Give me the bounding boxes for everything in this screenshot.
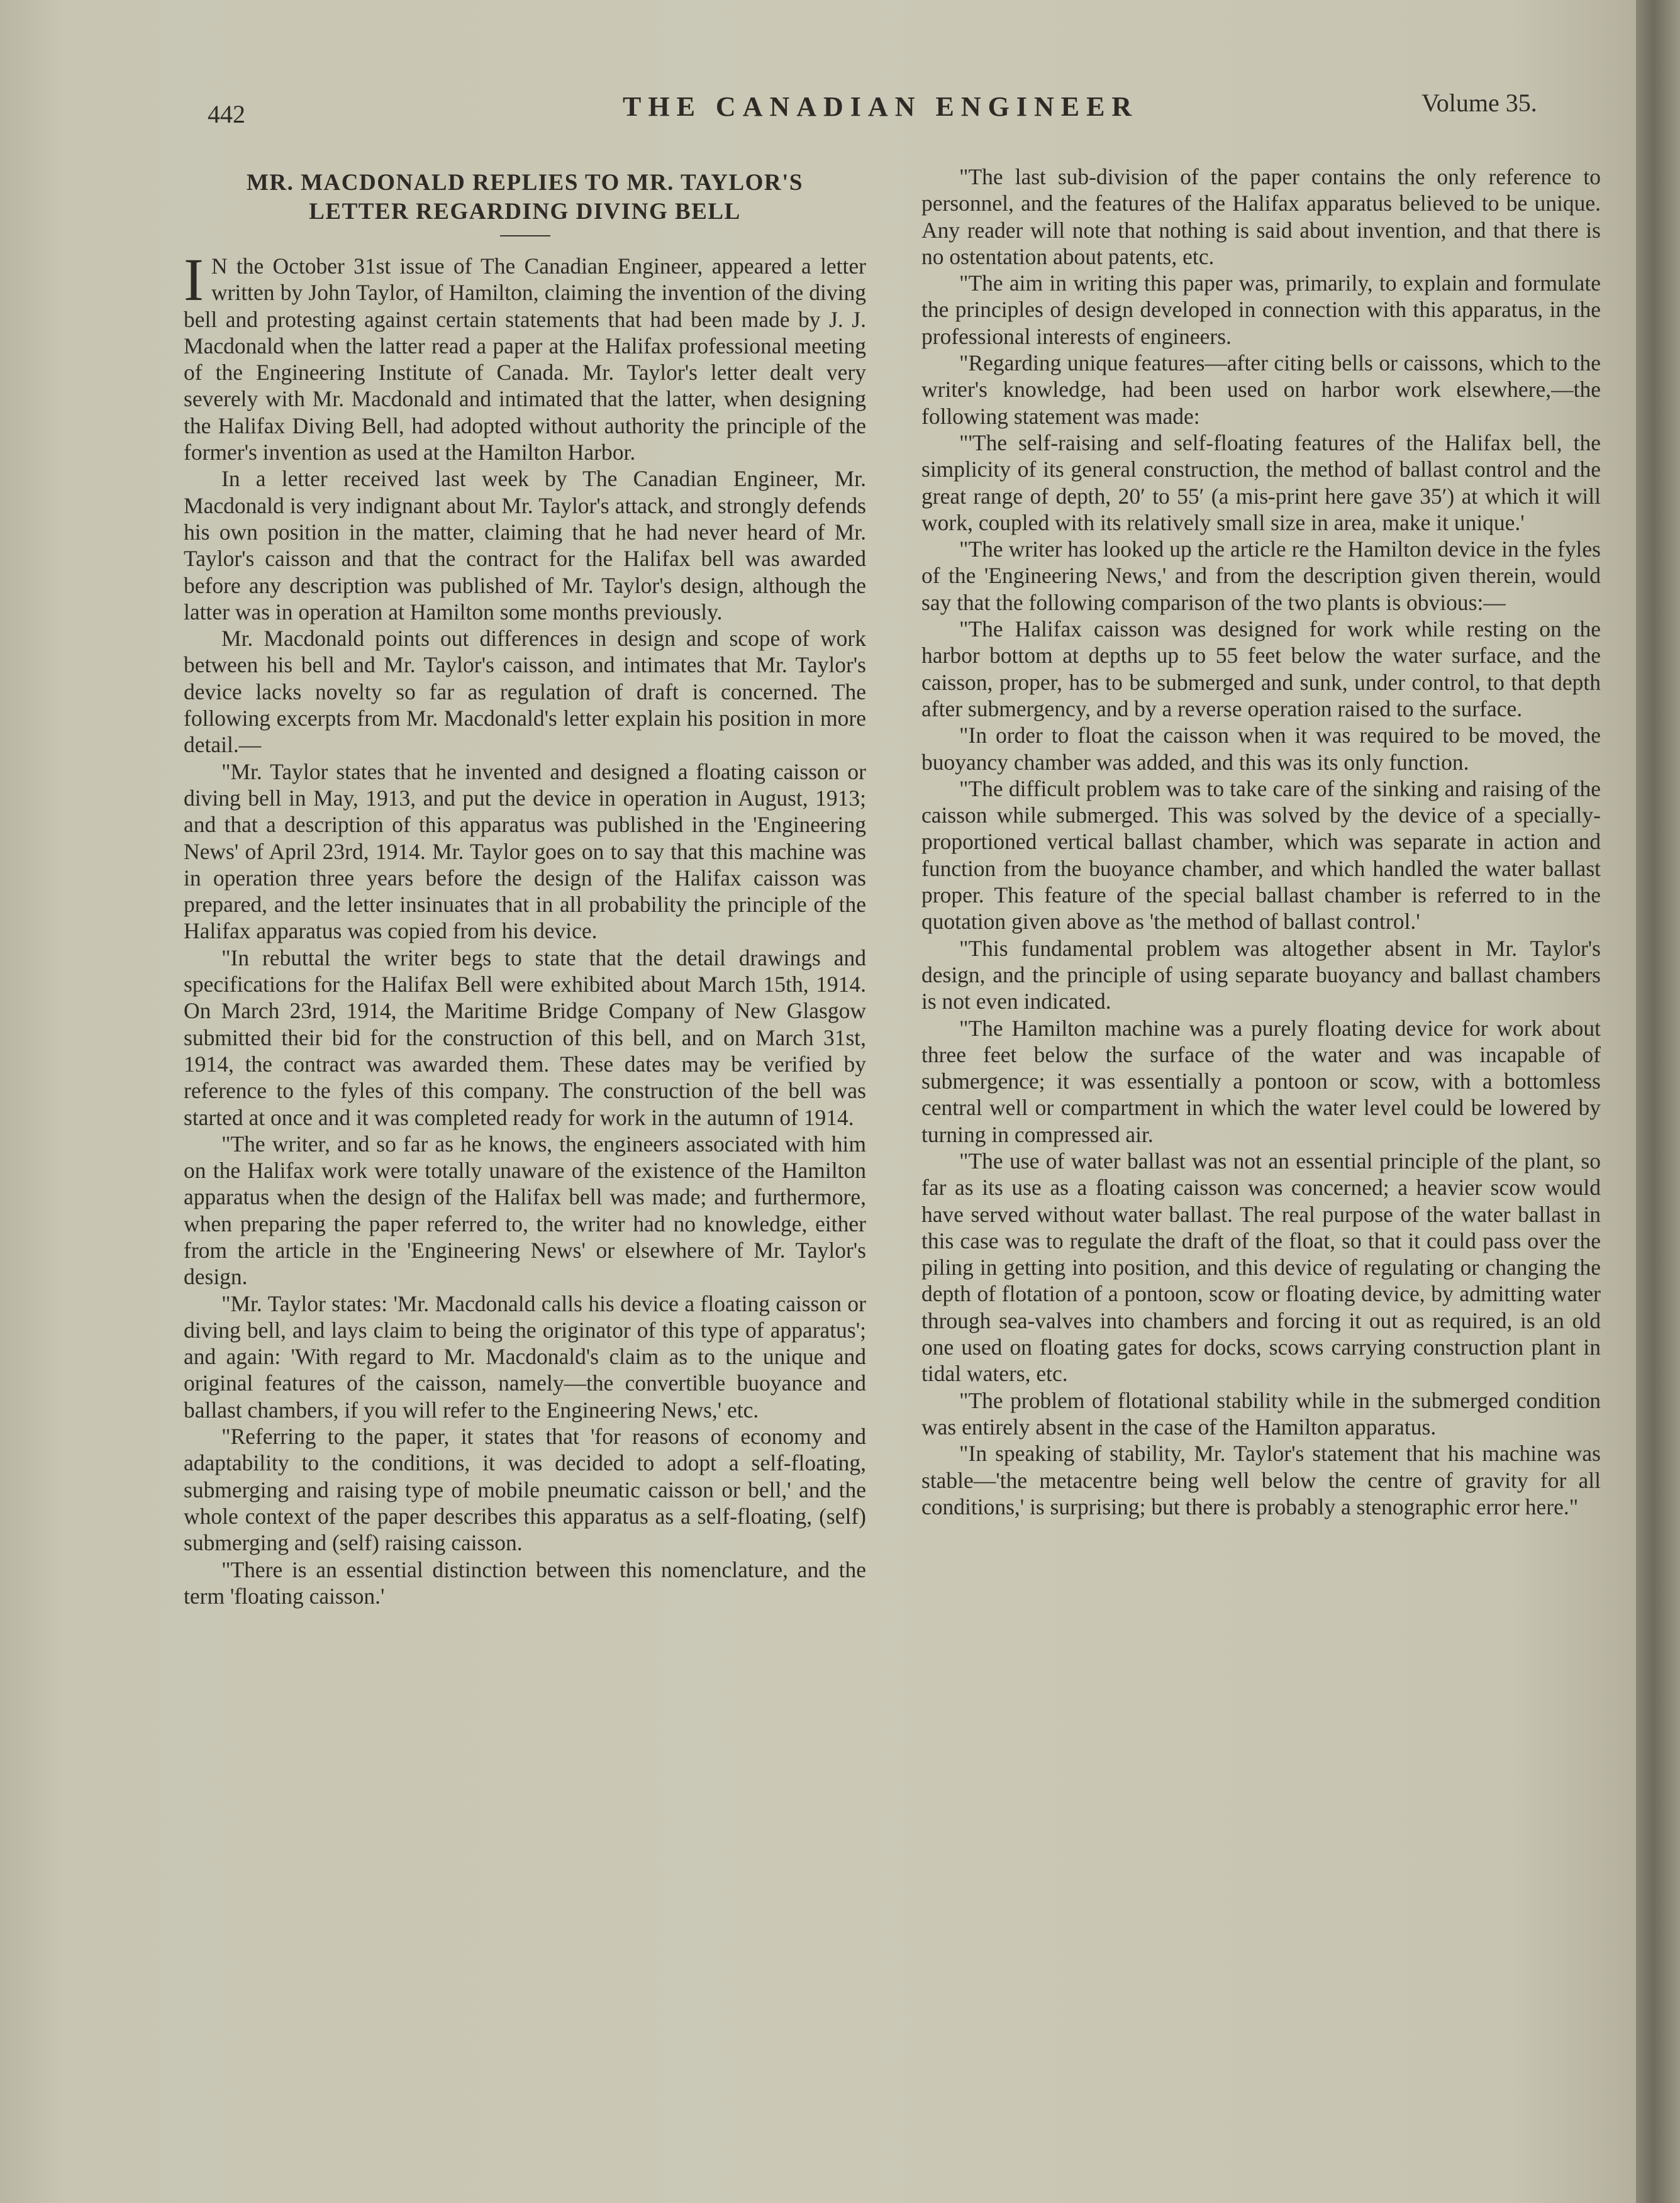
running-head bbox=[0, 88, 1642, 126]
paragraph: "The use of water ballast was not an essential principle of the plant, so far as its use as a floating caisson was concerned; a heavier scow would have served without water ballast. The real purpose of the water ballast in this case was to regulate the draft of the float, so that it could pass over the piling in getting into position, and this device of regulating or changing the depth of flotation of a pontoon, scow or floating device, by admitting water through sea-valves into chambers and forcing it out as required, is an old one used on floating gates for docks, scows carrying construction plant in tidal waters, etc. bbox=[921, 1148, 1601, 1387]
paragraph-text: N the October 31st issue of The Canadian Engineer, appeared a letter written by John Taylor, of Hamilton, claiming the invention of the diving bell and protesting against certain statements that had been made by J. J. Macdonald when the latter read a paper at the Halifax professional meeting of the Engineering Institute of Canada. Mr. Taylor's letter dealt very severely with Mr. Macdonald and intimated that the latter, when designing the Halifax Diving Bell, had adopted without authority the principle of the former's invention as used at the Hamilton Harbor. bbox=[184, 253, 866, 465]
binding-edge bbox=[1636, 0, 1680, 2203]
page-number: 442 bbox=[208, 100, 245, 128]
paragraph: "The Hamilton machine was a purely floating device for work about three feet below the surface of the water and was incapable of submergence; it was essentially a pontoon or scow, with a bottomless central well or compartment in which the water level could be lowered by turning in compressed air. bbox=[921, 1015, 1601, 1147]
paragraph bbox=[184, 246, 866, 465]
paragraph: "The writer has looked up the article re the Hamilton device in the fyles of the 'Engineering News,' and from the description given therein, would say that the following comparison of the two plants is obvious:— bbox=[921, 536, 1601, 615]
paragraph: "This fundamental problem was altogether absent in Mr. Taylor's design, and the principle of using separate buoyancy and ballast chambers is not even indicated. bbox=[921, 935, 1601, 1014]
paragraph: "The aim in writing this paper was, primarily, to explain and formulate the principles of design developed in connection with this apparatus, in the professional interests of engineers. bbox=[921, 270, 1601, 349]
volume-label: Volume 35. bbox=[1421, 89, 1537, 117]
paragraph: "The last sub-division of the paper contains the only reference to personnel, and the features of the Halifax apparatus believed to be unique. Any reader will note that nothing is said about invention, and that there is no ostentation about patents, etc. bbox=[921, 164, 1601, 269]
paragraph: "The Halifax caisson was designed for work while resting on the harbor bottom at depths up to 55 feet below the water surface, and the caisson, proper, has to be submerged and sunk, under control, to that depth after submergency, and by a reverse operation raised to the surface. bbox=[921, 616, 1601, 721]
drop-cap: I bbox=[184, 246, 204, 313]
right-column bbox=[921, 164, 1601, 1520]
paragraph: "'The self-raising and self-floating features of the Halifax bell, the simplicity of its general construction, the method of ballast control and the great range of depth, 20′ to 55′ (a mis-print here gave 35′) at which it will work, coupled with its relatively small size in area, make it unique.' bbox=[921, 430, 1601, 535]
paragraph: "In order to float the caisson when it was required to be moved, the buoyancy chamber was added, and this was its only function. bbox=[921, 723, 1601, 775]
paragraph: "In speaking of stability, Mr. Taylor's statement that his machine was stable—'the metacentre being well below the centre of gravity for all conditions,' is surprising; but there is probably a stenographic error here." bbox=[921, 1441, 1601, 1519]
journal-title: THE CANADIAN ENGINEER bbox=[623, 91, 1139, 122]
paragraph: "Mr. Taylor states that he invented and designed a floating caisson or diving bell in May, 1913, and put the device in operation in August, 1913; and that a description of this apparatus was published in the 'Engineering News' of April 23rd, 1914. Mr. Taylor goes on to say that this machine was in operation three years before the design of the Halifax caisson was prepared, and the letter insinuates that in all probability the principle of the Halifax apparatus was copied from his device. bbox=[184, 758, 866, 944]
article-title bbox=[184, 169, 866, 226]
paragraph: "The difficult problem was to take care of the sinking and raising of the caisson while submerged. This was solved by the device of a specially-proportioned vertical ballast chamber, which was separate in action and function from the buoyance chamber, and which handled the water ballast proper. This feature of the special ballast chamber is referred to in the quotation given above as 'the method of ballast control.' bbox=[921, 775, 1601, 935]
paragraph: "There is an essential distinction between this nomenclature, and the term 'floating caisson.' bbox=[184, 1557, 866, 1609]
paragraph: "The writer, and so far as he knows, the engineers associated with him on the Halifax work were totally unaware of the existence of the Hamilton apparatus when the design of the Halifax bell was made; and furthermore, when preparing the paper referred to, the writer had no knowledge, either from the article in the 'Engineering News' or elsewhere of Mr. Taylor's design. bbox=[184, 1131, 866, 1290]
title-line-1: MR. MACDONALD REPLIES TO MR. TAYLOR'S bbox=[246, 170, 804, 196]
paragraph: "Regarding unique features—after citing bells or caissons, which to the writer's knowledge, had been used on harbor work elsewhere,—the following statement was made: bbox=[921, 350, 1601, 429]
left-column bbox=[184, 165, 866, 1609]
paragraph: Mr. Macdonald points out differences in design and scope of work between his bell and Mr. Taylor's caisson, and intimates that Mr. Taylor's device lacks novelty so far as regulation of draft is concerned. The following excerpts from Mr. Macdonald's letter explain his position in more detail.— bbox=[184, 626, 866, 758]
title-rule bbox=[500, 235, 550, 236]
paragraph: "The problem of flotational stability while in the submerged condition was entirely absent in the case of the Hamilton apparatus. bbox=[921, 1387, 1601, 1440]
paragraph: In a letter received last week by The Canadian Engineer, Mr. Macdonald is very indignant about Mr. Taylor's attack, and strongly defends his own position in the matter, claiming that he had never heard of Mr. Taylor's caisson and that the contract for the Halifax bell was awarded before any description was published of Mr. Taylor's design, although the latter was in operation at Hamilton some months previously. bbox=[184, 466, 866, 624]
paragraph: "Mr. Taylor states: 'Mr. Macdonald calls his device a floating caisson or diving bell, and lays claim to being the originator of this type of apparatus'; and again: 'With regard to Mr. Macdonald's claim as to the unique and original features of the caisson, namely—the convertible buoyance and ballast chambers, if you will refer to the Engineering News,' etc. bbox=[184, 1290, 866, 1423]
title-line-2: LETTER REGARDING DIVING BELL bbox=[309, 199, 741, 225]
paragraph: "In rebuttal the writer begs to state that the detail drawings and specifications for the Halifax Bell were exhibited about March 15th, 1914. On March 23rd, 1914, the Maritime Bridge Company of New Glasgow submitted their bid for the construction of this bell, and on March 31st, 1914, the contract was awarded them. These dates may be verified by reference to the fyles of this company. The construction of the bell was started at once and it was completed ready for work in the autumn of 1914. bbox=[184, 945, 866, 1130]
paragraph: "Referring to the paper, it states that 'for reasons of economy and adaptability to the conditions, it was decided to adopt a self-floating, submerging and raising type of mobile pneumatic caisson or bell,' and the whole context of the paper describes this apparatus as a self-floating, (self) submerging and (self) raising caisson. bbox=[184, 1424, 866, 1556]
